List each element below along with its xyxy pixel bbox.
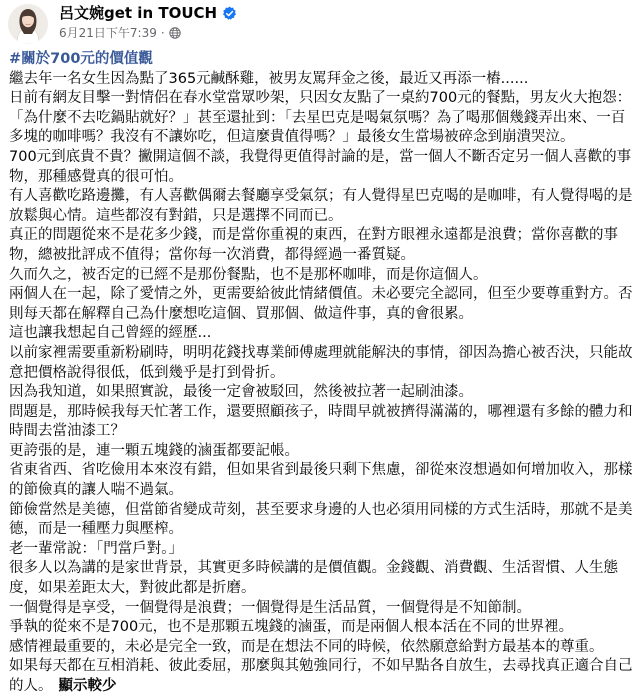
post-meta [59, 25, 181, 41]
post-paragraph-text: 如果每天都在互相消耗、彼此委屈，那麼與其勉強同行，不如早點各自放生，去尋找真正適合自己的人。 [9, 658, 633, 694]
post-paragraph: 以前家裡需要重新粉刷時，明明花錢找專業師傅處理就能解決的事情，卻因為擔心被否決，只能故意把價格說得很低，低到幾乎是打到骨折。 [9, 344, 633, 381]
post-paragraph: 省東省西、省吃儉用本來沒有錯，但如果省到最後只剩下焦慮，卻從來沒想過如何增加收入，那樣的節儉真的讓人喘不過氣。 [9, 462, 633, 499]
post-paragraph: 有人喜歡吃路邊攤，有人喜歡偶爾去餐廳享受氣氛；有人覺得星巴克喝的是咖啡，有人覺得喝的是放鬆與心情。這些都沒有對錯，只是選擇不同而已。 [9, 188, 633, 224]
post-paragraph: 更誇張的是，連一顆五塊錢的滷蛋都要記帳。 [9, 442, 299, 459]
avatar-image [8, 4, 48, 44]
post-paragraph: 700元到底貴不貴？撇開這個不談，我覺得更值得討論的是，當一個人不斷否定另一個人喜歡的事物，那種感覺真的很可怕。 [9, 148, 632, 185]
post-paragraph: 老一輩常說：「門當戶對。」 [9, 540, 183, 557]
meta-separator: · [160, 26, 165, 40]
hashtag-link[interactable]: #關於700元的價值觀 [9, 51, 153, 67]
post-body [9, 50, 636, 697]
post-paragraph: 兩個人在一起，除了愛情之外，更需要給彼此情緒價值。未必要完全認同，但至少要尊重對方。否則每天都在解釋自己為什麼想吃這個、買那個、做這件事，真的會很累。 [9, 286, 633, 322]
author-avatar[interactable] [8, 4, 48, 44]
post-paragraph: 這也讓我想起自己曾經的經歷... [9, 325, 212, 342]
verified-badge-icon [222, 6, 237, 21]
post-paragraph: 問題是，那時候我每天忙著工作，還要照顧孩子，時間早就被擠得滿滿的，哪裡還有多餘的體力和時間去當油漆工？ [9, 403, 633, 440]
post-paragraph: 節儉當然是美德，但當節省變成苛刻，甚至要求身邊的人也必須用同樣的方式生活時，那就不是美德，而是一種壓力與壓榨。 [9, 501, 633, 538]
see-less-button[interactable]: 顯示較少 [58, 678, 117, 694]
post-header [0, 0, 644, 48]
post-timestamp[interactable]: 6月21日下午7:39 [59, 26, 157, 40]
post-paragraph: 日前有網友目擊一對情侶在春水堂當眾吵架，只因女友點了一桌約700元的餐點，男友火大抱怨：「為什麼不去吃鍋貼就好？」甚至還扯到：「去星巴克是喝氣氛嗎？為了喝那個幾錢弄出來、一百多塊的咖啡嗎？我沒有不讓妳吃，但這麼貴值得嗎？」最後女生當場被碎念到崩潰哭泣。 [9, 90, 632, 146]
post-paragraph: 真正的問題從來不是花多少錢，而是當你重視的東西，在對方眼裡永遠都是浪費；當你喜歡的事物，總被批評成不值得；當你每一次消費，都得經過一番質疑。 [9, 227, 618, 263]
post-paragraph: 爭執的從來不是700元，也不是那顆五塊錢的滷蛋，而是兩個人根本活在不同的世界裡。 [9, 619, 574, 636]
post-paragraph: 久而久之，被否定的已經不是那份餐點，也不是那杯咖啡，而是你這個人。 [9, 266, 488, 283]
post-paragraph: 繼去年一名女生因為點了365元鹹酥雞，被男友罵拜金之後，最近又再添一樁...... [9, 70, 529, 87]
author-row [59, 3, 237, 23]
author-name[interactable]: 呂文婉get in TOUCH [59, 4, 218, 22]
post-paragraph: 一個覺得是享受，一個覺得是浪費；一個覺得是生活品質，一個覺得是不知節制。 [9, 599, 531, 616]
post-paragraph: 很多人以為講的是家世背景，其實更多時候講的是價值觀。金錢觀、消費觀、生活習慣、人生態度，如果差距太大，對彼此都是折磨。 [9, 560, 618, 597]
post-paragraph: 因為我知道，如果照實說，最後一定會被駁回，然後被拉著一起刷油漆。 [9, 384, 473, 401]
post-paragraph-last [9, 657, 636, 696]
globe-icon[interactable] [169, 27, 181, 39]
post-paragraph: 感情裡最重要的，未必是完全一致，而是在想法不同的時候，依然願意給對方最基本的尊重。 [9, 638, 604, 655]
